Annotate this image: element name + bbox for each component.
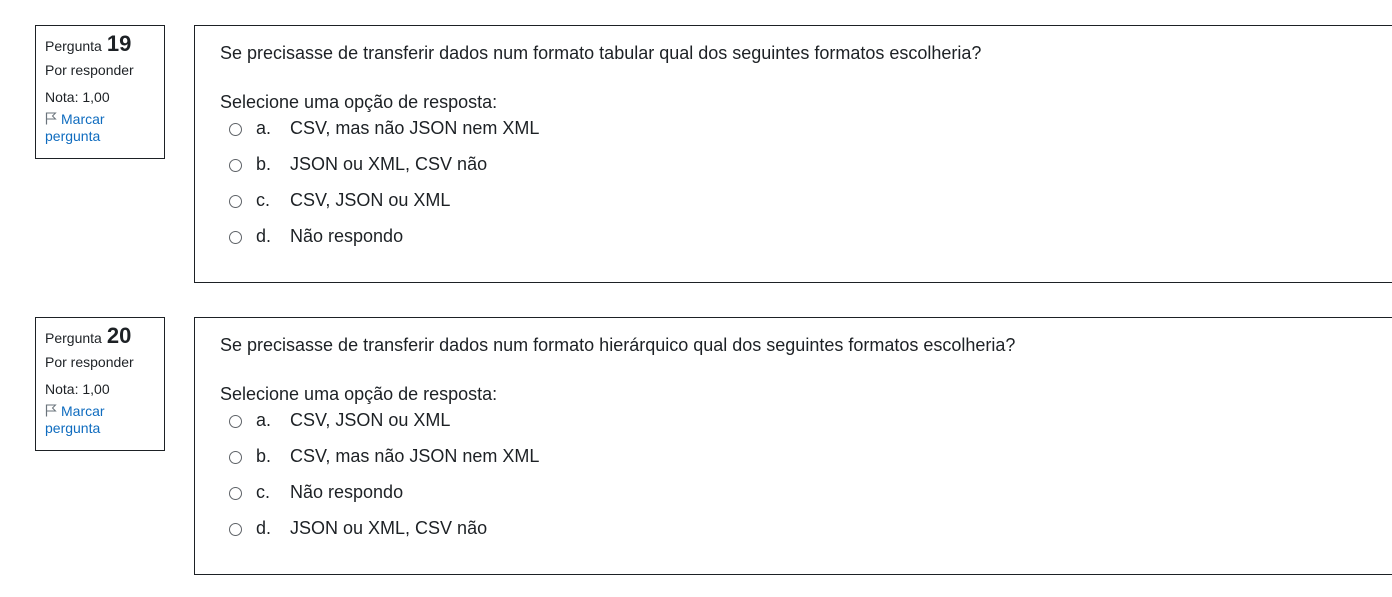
question-text: Se precisasse de transferir dados num formato hierárquico qual dos seguintes formatos escolheria? xyxy=(220,335,1016,355)
question-label: Pergunta xyxy=(45,38,102,54)
flag-icon xyxy=(45,404,57,417)
answer-option-c[interactable] xyxy=(229,189,539,225)
question-info xyxy=(35,25,165,159)
answer-options xyxy=(229,409,539,553)
radio-button[interactable] xyxy=(229,415,242,428)
question-grade: Nota: 1,00 xyxy=(45,89,110,105)
question-19 xyxy=(0,25,1392,285)
question-state: Por responder xyxy=(45,354,134,370)
option-letter: a. xyxy=(256,118,272,138)
question-number: 20 xyxy=(106,323,132,348)
radio-button[interactable] xyxy=(229,231,242,244)
radio-button[interactable] xyxy=(229,195,242,208)
answer-option-b[interactable] xyxy=(229,445,539,481)
answer-options xyxy=(229,117,539,261)
question-20 xyxy=(0,317,1392,577)
answer-option-a[interactable] xyxy=(229,117,539,153)
answer-option-a[interactable] xyxy=(229,409,539,445)
question-label: Pergunta xyxy=(45,330,102,346)
flag-question-label: Marcar pergunta xyxy=(45,403,105,436)
option-text: JSON ou XML, CSV não xyxy=(290,154,488,174)
option-letter: b. xyxy=(256,446,272,466)
option-text: Não respondo xyxy=(290,226,404,246)
option-text: JSON ou XML, CSV não xyxy=(290,518,488,538)
option-text: CSV, mas não JSON nem XML xyxy=(290,118,540,138)
option-letter: a. xyxy=(256,410,272,430)
radio-button[interactable] xyxy=(229,123,242,136)
answer-option-c[interactable] xyxy=(229,481,539,517)
answer-option-d[interactable] xyxy=(229,225,539,261)
question-info xyxy=(35,317,165,451)
question-number: 19 xyxy=(106,31,132,56)
flag-question-label: Marcar pergunta xyxy=(45,111,105,144)
question-state: Por responder xyxy=(45,62,134,78)
radio-button[interactable] xyxy=(229,523,242,536)
answer-option-b[interactable] xyxy=(229,153,539,189)
question-grade: Nota: 1,00 xyxy=(45,381,110,397)
answer-prompt: Selecione uma opção de resposta: xyxy=(220,92,498,112)
question-content xyxy=(194,25,1392,283)
answer-prompt: Selecione uma opção de resposta: xyxy=(220,384,498,404)
question-text: Se precisasse de transferir dados num formato tabular qual dos seguintes formatos escolheria? xyxy=(220,43,982,63)
question-content xyxy=(194,317,1392,575)
flag-icon xyxy=(45,112,57,125)
option-text: CSV, mas não JSON nem XML xyxy=(290,446,540,466)
question-number-row xyxy=(45,31,154,56)
option-text: CSV, JSON ou XML xyxy=(290,410,451,430)
option-text: Não respondo xyxy=(290,482,404,502)
question-number-row xyxy=(45,323,154,348)
option-letter: d. xyxy=(256,226,272,246)
option-letter: d. xyxy=(256,518,272,538)
radio-button[interactable] xyxy=(229,159,242,172)
flag-question-link[interactable] xyxy=(45,111,154,145)
option-letter: c. xyxy=(256,482,271,502)
radio-button[interactable] xyxy=(229,487,242,500)
answer-option-d[interactable] xyxy=(229,517,539,553)
option-letter: c. xyxy=(256,190,271,210)
flag-question-link[interactable] xyxy=(45,403,154,437)
radio-button[interactable] xyxy=(229,451,242,464)
option-text: CSV, JSON ou XML xyxy=(290,190,451,210)
option-letter: b. xyxy=(256,154,272,174)
